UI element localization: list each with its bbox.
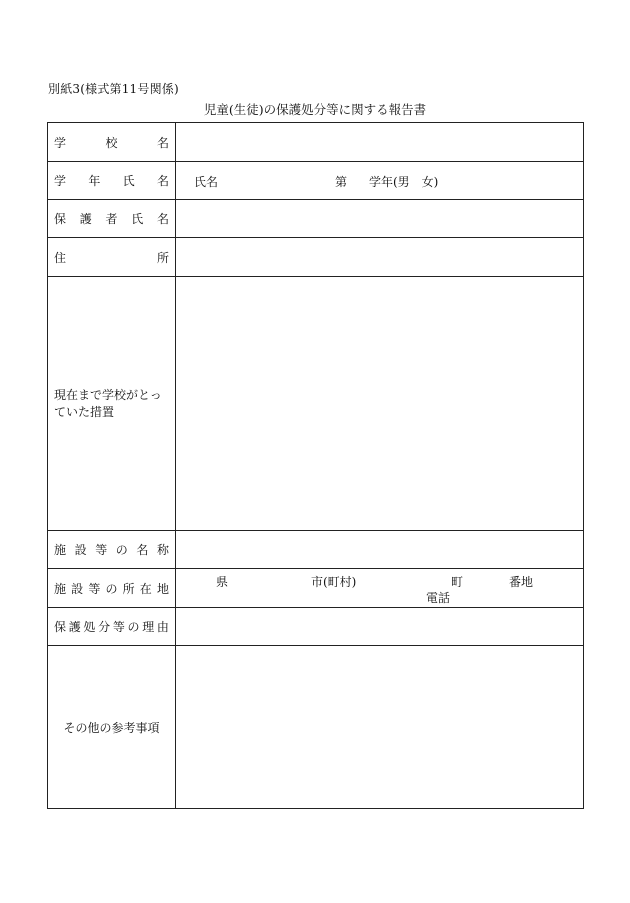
guardian-name-field[interactable]	[176, 200, 583, 237]
row-school-name	[48, 123, 583, 162]
town-label: 町	[451, 575, 464, 589]
label-char: 保	[54, 212, 67, 226]
grade-suffix: 学年	[369, 175, 394, 189]
label-address	[48, 238, 176, 276]
label-char: 住	[54, 250, 67, 265]
label-char: 理	[142, 620, 155, 634]
label-school-measures	[48, 277, 176, 530]
label-char: 氏	[122, 174, 135, 188]
city-label: 市(町村)	[311, 575, 357, 589]
label-char: 等	[95, 543, 108, 557]
row-student-name	[48, 162, 583, 200]
label-char: 名	[156, 212, 169, 226]
label-char: 学	[54, 174, 67, 188]
label-guardian-name	[48, 200, 176, 237]
label-text: 現在まで学校がとっていた措置	[54, 387, 162, 419]
label-char: 由	[156, 620, 169, 634]
row-school-measures	[48, 277, 583, 531]
label-char: 処	[83, 620, 96, 634]
school-name-field[interactable]	[176, 123, 583, 161]
row-guardian-name	[48, 200, 583, 238]
protection-reason-field[interactable]	[176, 608, 583, 645]
facility-location-field[interactable]	[176, 569, 583, 607]
report-form	[47, 122, 584, 809]
block-label: 番地	[509, 575, 534, 589]
label-char: の	[105, 581, 118, 596]
label-char: 名	[156, 135, 169, 150]
label-char: 保	[54, 620, 67, 634]
row-facility-location	[48, 569, 583, 608]
label-facility-location	[48, 569, 176, 607]
prefecture-label: 県	[216, 575, 229, 589]
label-char: 等	[88, 581, 101, 596]
label-char: 氏	[131, 212, 144, 226]
label-school-name	[48, 123, 176, 161]
label-char: 護	[68, 620, 81, 634]
label-char: 名	[136, 543, 149, 557]
label-char: 地	[156, 581, 169, 596]
name-label: 氏名	[194, 175, 219, 189]
label-student-name	[48, 162, 176, 199]
label-protection-reason	[48, 608, 176, 645]
label-char: 称	[156, 543, 169, 557]
label-other-notes	[48, 646, 176, 808]
label-char: 者	[105, 212, 118, 226]
grade-prefix: 第	[335, 175, 348, 189]
label-char: の	[127, 620, 140, 634]
label-char: 等	[112, 620, 125, 634]
label-char: の	[115, 543, 128, 557]
label-char: 所	[122, 581, 135, 596]
label-char: 施	[54, 581, 67, 596]
label-char: 設	[71, 581, 84, 596]
label-char: 分	[98, 620, 111, 634]
row-protection-reason	[48, 608, 583, 646]
row-facility-name	[48, 531, 583, 569]
phone-label: 電話	[426, 591, 451, 605]
label-char: 護	[79, 212, 92, 226]
label-char: 設	[74, 543, 87, 557]
label-char: 在	[139, 581, 152, 596]
gender-options: (男 女)	[393, 175, 439, 189]
address-field[interactable]	[176, 238, 583, 276]
page-title: 児童(生徒)の保護処分等に関する報告書	[203, 102, 427, 117]
form-reference: 別紙3(様式第11号関係)	[48, 82, 179, 96]
school-measures-field[interactable]	[176, 277, 583, 530]
label-char: 校	[105, 135, 118, 150]
facility-name-field[interactable]	[176, 531, 583, 568]
label-facility-name	[48, 531, 176, 568]
label-char: 施	[54, 543, 67, 557]
label-text: その他の参考事項	[63, 720, 160, 735]
label-char: 年	[88, 174, 101, 188]
label-char: 所	[156, 250, 169, 265]
label-char: 学	[54, 135, 67, 150]
student-name-field[interactable]	[176, 162, 583, 199]
other-notes-field[interactable]	[176, 646, 583, 808]
row-address	[48, 238, 583, 277]
row-other-notes	[48, 646, 583, 808]
label-char: 名	[156, 174, 169, 188]
